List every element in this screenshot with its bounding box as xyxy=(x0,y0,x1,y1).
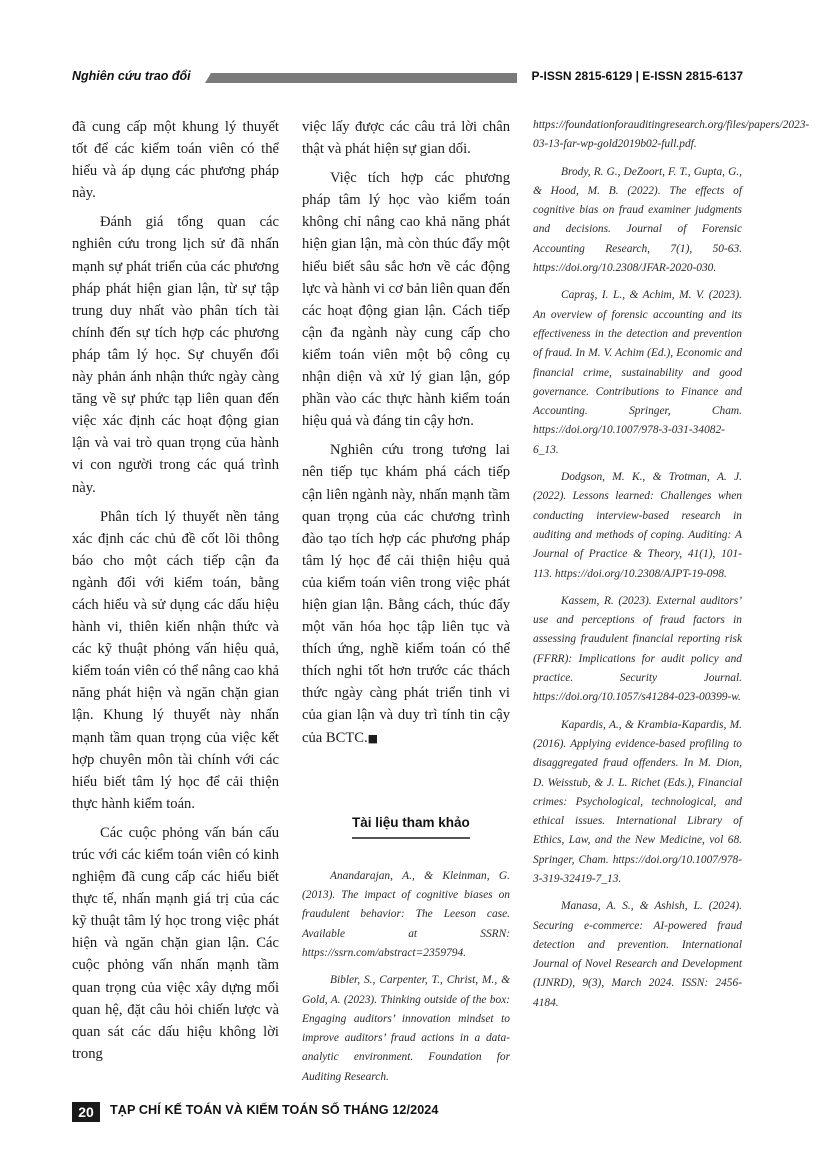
journal-name: TẠP CHÍ KẾ TOÁN VÀ KIỂM TOÁN SỐ THÁNG 12/2024 xyxy=(110,1103,439,1117)
reference-item: Kassem, R. (2023). External auditors’ use and perceptions of fraud factors in assessing fraudulent financial reporting risk (FFRR): Implications for audit policy and practice. Security Journal. https://doi.org/10.1057/s41284-023-00399-w. xyxy=(533,594,742,704)
references-list xyxy=(302,867,510,1087)
column-2 xyxy=(302,116,510,1095)
reference-item: Capraş, I. L., & Achim, M. V. (2023). An overview of forensic accounting and its effectiveness in the detection and prevention of fraud. In M. V. Achim (Ed.), Economic and financial crime, sustainability and good governance. Contributions to Finance and Accounting. Springer, Cham. https://doi.org/10.1007/978-3-031-34082-6_13. xyxy=(533,289,742,456)
column-3 xyxy=(533,116,810,1021)
paragraph: Các cuộc phỏng vấn bán cấu trúc với các kiểm toán viên có kinh nghiệm đã cung cấp các hiểu biết thực tế, nhấn mạnh giá trị của các kỹ thuật tâm lý học trong việc phát hiện và ngăn chặn gian lận. Các cuộc phỏng vấn nhấn mạnh tầm quan trọng của việc xây dựng mối quan hệ, đặt câu hỏi chiến lược và quan sát các dấu hiệu không lời trong xyxy=(72,824,279,1062)
reference-item: Dodgson, M. K., & Trotman, A. J. (2022). Lessons learned: Challenges when conducting interview-based research in auditing and methods of coping. Auditing: A Journal of Practice & Theory, 41(1), 101-113. https://doi.org/10.2308/AJPT-19-098. xyxy=(533,471,742,580)
section-title: Nghiên cứu trao đổi xyxy=(72,69,191,83)
reference-item-continued: https://foundationforauditingresearch.org/files/papers/2023-03-13-far-wp-gold2019b02-full.pdf. xyxy=(533,119,810,151)
reference-item: Bibler, S., Carpenter, T., Christ, M., & Gold, A. (2023). Thinking outside of the box: Engaging auditors’ innovation mindset to improve auditors’ fraud actions in a data-analytic environment. Foundation for Auditing Research. xyxy=(302,974,510,1083)
reference-item: Anandarajan, A., & Kleinman, G. (2013). The impact of cognitive biases on fraudulent behavior: The Leeson case. Available at SSRN: https://ssrn.com/abstract=2359794. xyxy=(302,869,510,959)
paragraph-text: Nghiên cứu trong tương lai nên tiếp tục khám phá cách tiếp cận liên ngành này, nhấn mạnh tầm quan trọng của các chương trình đào tạo tích hợp các phương pháp tâm lý học để cải thiện hiệu quả của kiểm toán viên trong việc phát hiện gian lận. Bằng cách, thúc đẩy một văn hóa học tập liên tục và thích ứng, nghề kiểm toán có thể thích nghi tốt hơn trước các thách thức ngày càng phát triển tinh vi của gian lận và duy trì tính tin cậy của BCTC. xyxy=(302,442,510,746)
end-mark-icon: ■ xyxy=(367,731,379,745)
page-number: 20 xyxy=(72,1102,100,1122)
paragraph: việc lấy được các câu trả lời chân thật và phát hiện sự gian dối. xyxy=(302,119,510,158)
references-heading: Tài liệu tham khảo xyxy=(352,812,470,839)
reference-item: Kapardis, A., & Krambia-Kapardis, M. (2016). Applying evidence-based profiling to disaggregated fraud offenders. In M. Dion, D. Weisstub, & J. L. Richet (Eds.), Financial crimes: Psychological, technological, and ethical issues. International Library of Ethics, Law, and the New Medicine, vol 68. Springer, Cham. https://doi.org/10.1007/978-3-319-32419-7_13. xyxy=(533,718,742,885)
issn-label: P-ISSN 2815-6129 | E-ISSN 2815-6137 xyxy=(531,69,743,83)
reference-item: Manasa, A. S., & Ashish, L. (2024). Securing e-commerce: AI-powered fraud detection and prevention. International Journal of Novel Research and Development (IJNRD), 9(3), March 2024. ISSN: 2456-4184. xyxy=(533,900,742,1009)
paragraph xyxy=(302,439,510,749)
paragraph: Phân tích lý thuyết nền tảng xác định các chủ đề cốt lõi thông báo cho một cách tiếp cận đa ngành đối với kiểm toán, bằng cách hiểu và sử dụng các dấu hiệu hành vi, thiên kiến nhận thức và các kỹ thuật phỏng vấn hiệu quả, kiểm toán viên có thể nâng cao khả năng phát hiện và ngăn chặn gian lận. Khung lý thuyết này nhấn mạnh tầm quan trọng của việc kết hợp chuyên môn tài chính với các hiểu biết tâm lý học để cải thiện thực hành kiểm toán. xyxy=(72,508,279,812)
paragraph: Đánh giá tổng quan các nghiên cứu trong lịch sử đã nhấn mạnh sự phát triển của các phương pháp phát hiện gian lận, từ sự tập trung duy nhất vào phân tích tài chính đến sự tích hợp các phương pháp tâm lý học. Sự chuyển đổi này phản ánh nhận thức ngày càng tăng về sự phức tạp liên quan đến việc xác định các hoạt động gian lận và vai trò quan trọng của hành vi con người trong các quá trình này. xyxy=(72,214,279,496)
paragraph: đã cung cấp một khung lý thuyết tốt để các kiểm toán viên có thể hiểu và áp dụng các phương pháp này. xyxy=(72,119,279,202)
column-1 xyxy=(72,116,279,1072)
paragraph: Việc tích hợp các phương pháp tâm lý học vào kiểm toán không chỉ nâng cao khả năng phát hiện gian lận, mà còn thúc đẩy một hiểu biết sâu sắc hơn về các động lực và hành vi cơ bản liên quan đến các hoạt động gian lận. Cách tiếp cận đa ngành này cung cấp cho kiểm toán viên một bộ công cụ nhận diện và xử lý gian lận, góp phần vào các thực hành kiểm toán hiệu quả và đáng tin cậy hơn. xyxy=(302,170,510,430)
reference-item: Brody, R. G., DeZoort, F. T., Gupta, G., & Hood, M. B. (2022). The effects of cognitive bias on fraud examiner judgments and decisions. Journal of Forensic Accounting Research, 7(1), 50-63. https://doi.org/10.2308/JFAR-2020-030. xyxy=(533,165,742,275)
header-bar xyxy=(205,73,517,83)
